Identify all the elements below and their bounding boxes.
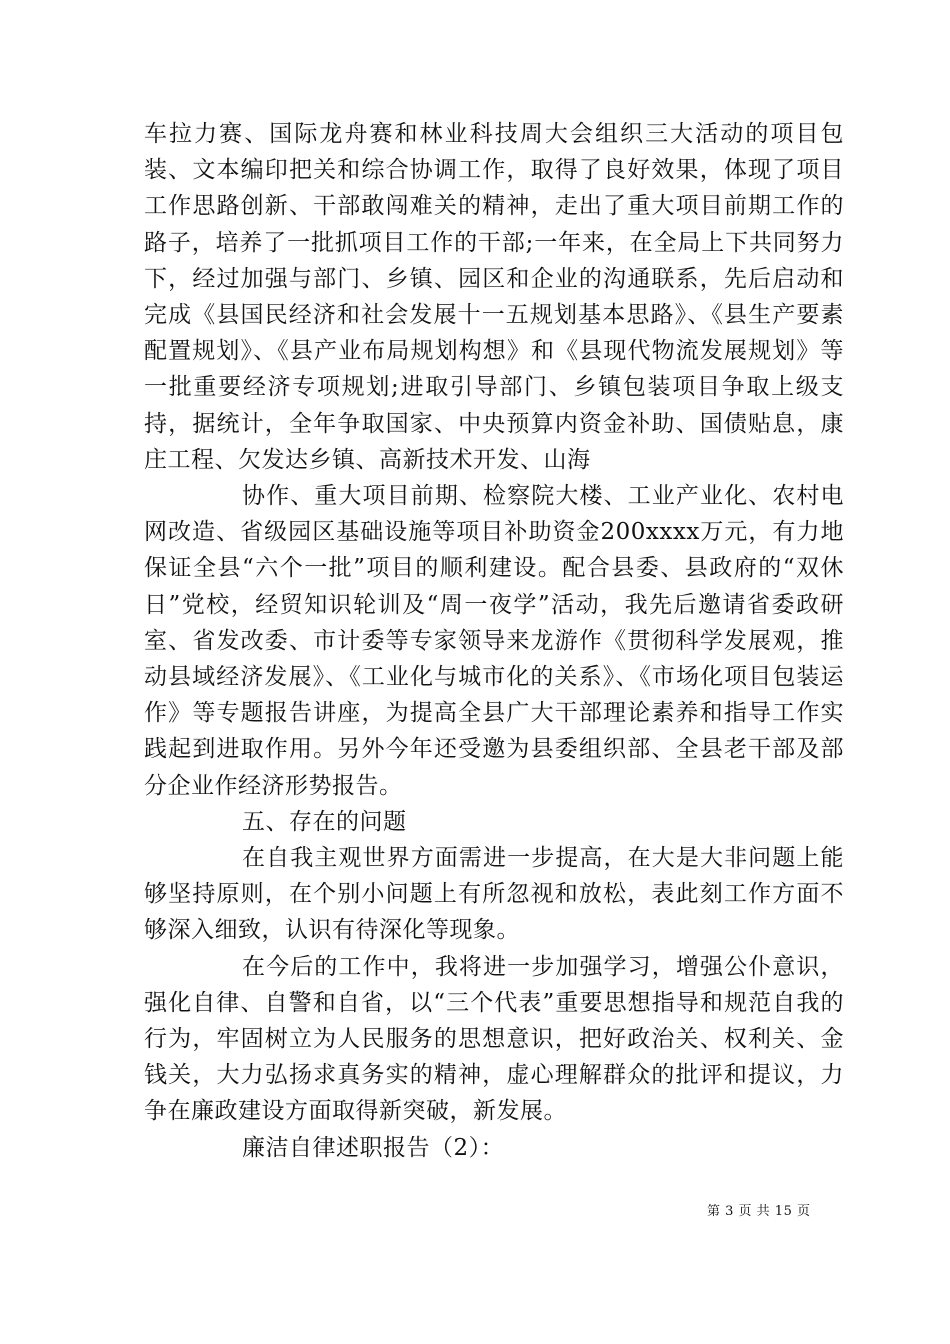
paragraph-continuation: 车拉力赛、国际龙舟赛和林业科技周大会组织三大活动的项目包装、文本编印把关和综合协调工作，取得了良好效果，体现了项目工作思路创新、干部敢闯难关的精神，走出了重大项目前期工作的路子，培养了一批抓项目工作的干部;一年来，在全局上下共同努力下，经过加强与部门、乡镇、园区和企业的沟通联系，先后启动和完成《县国民经济和社会发展十一五规划基本思路》、《县生产要素配置规划》、《县产业布局规划构想》和《县现代物流发展规划》等一批重要经济专项规划;进取引导部门、乡镇包装项目争取上级支持，据统计，全年争取国家、中央预算内资金补助、国债贴息，康庄工程、欠发达乡镇、高新技术开发、山海 — [144, 121, 844, 473]
paragraph-future-work: 在今后的工作中，我将进一步加强学习，增强公仆意识，强化自律、自警和自省，以“三个代表”重要思想指导和规范自我的行为，牢固树立为人民服务的思想意识，把好政治关、权利关、金钱关，大力弘扬求真务实的精神，虚心理解群众的批评和提议，力争在廉政建设方面取得新突破，新发展。 — [144, 953, 844, 1125]
paragraph-report-title: 廉洁自律述职报告（2）： — [242, 1134, 505, 1161]
page-number: 第 3 页 共 15 页 — [707, 1204, 811, 1219]
document-body — [144, 116, 844, 1166]
paragraph-funding: 协作、重大项目前期、检察院大楼、工业产业化、农村电网改造、省级园区基础设施等项目补助资金200xxxx万元，有力地保证全县“六个一批”项目的顺利建设。配合县委、县政府的“双休日”党校，经贸知识轮训及“周一夜学”活动，我先后邀请省委政研室、省发改委、市计委等专家领导来龙游作《贯彻科学发展观，推动县域经济发展》、《工业化与城市化的关系》、《市场化项目包装运作》等专题报告讲座，为提高全县广大干部理论素养和指导工作实践起到进取作用。另外今年还受邀为县委组织部、全县老干部及部分企业作经济形势报告。 — [144, 483, 844, 799]
section-heading-problems: 五、存在的问题 — [242, 808, 407, 835]
paragraph-problems: 在自我主观世界方面需进一步提高，在大是大非问题上能够坚持原则，在个别小问题上有所忽视和放松，表此刻工作方面不够深入细致，认识有待深化等现象。 — [144, 845, 844, 944]
